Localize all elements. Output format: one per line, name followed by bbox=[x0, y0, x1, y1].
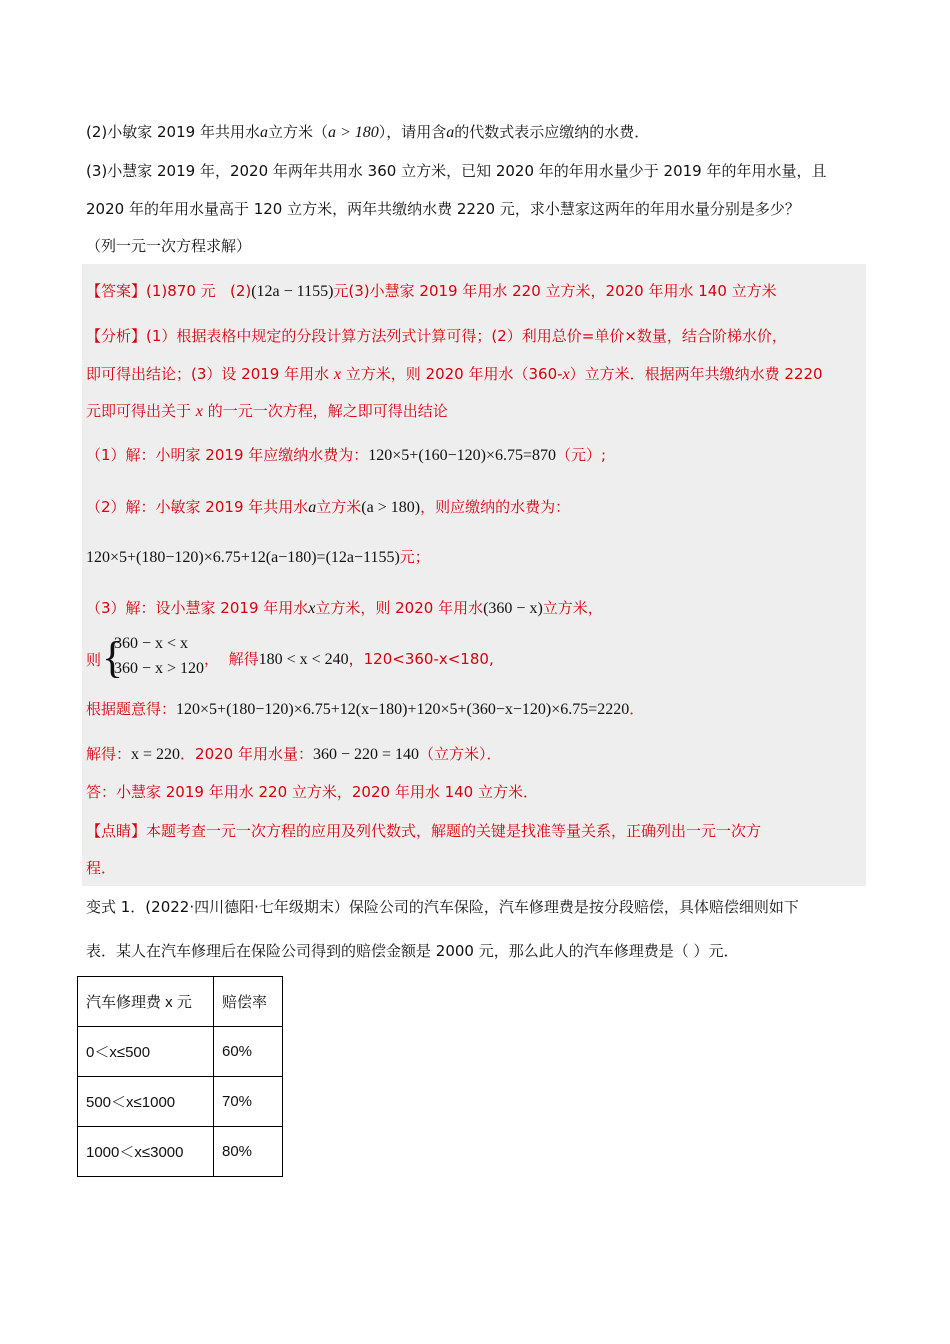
system-tail: ， 解得180 < x < 240，120<360-x<180, bbox=[204, 650, 494, 668]
system-prefix: 则 bbox=[86, 651, 102, 669]
answer-line: 【答案】(1)870 元 (2)(12a − 1155)元(3)小慧家 2019 年用水 220 立方米，2020 年用水 140 立方米 bbox=[86, 282, 777, 300]
table-cell: 500＜x≤1000 bbox=[78, 1077, 214, 1127]
solution-1: （1）解：小明家 2019 年应缴纳水费为：120×5+(160−120)×6.75=870（元）; bbox=[86, 446, 607, 464]
solution-2-label: （2）解：小敏家 2019 年共用水a立方米(a > 180)，则应缴纳的水费为： bbox=[86, 498, 571, 516]
analysis-line-1: 【分析】(1）根据表格中规定的分段计算方法列式计算可得；(2）利用总价=单价×数量，结合阶梯水价， bbox=[86, 327, 787, 345]
variant-line-2: 表．某人在汽车修理后在保险公司得到的赔偿金额是 2000 元，那么此人的汽车修理费是（ ）元． bbox=[86, 942, 739, 960]
compensation-table bbox=[77, 976, 283, 1177]
table-row bbox=[78, 1127, 283, 1177]
table-header-row bbox=[78, 977, 283, 1027]
table-cell: 70% bbox=[214, 1077, 283, 1127]
system-row-1: 360 − x < x bbox=[114, 635, 189, 652]
comment-line-1: 【点睛】本题考查一元一次方程的应用及列代数式，解题的关键是找准等量关系，正确列出一元一次方 bbox=[86, 822, 762, 840]
analysis-line-2: 即可得出结论；(3）设 2019 年用水 x 立方米，则 2020 年用水（360-x）立方米．根据两年共缴纳水费 2220 bbox=[86, 365, 823, 383]
analysis-line-3: 元即可得出关于 x 的一元一次方程，解之即可得出结论 bbox=[86, 402, 448, 420]
question-3-line-3: （列一元一次方程求解） bbox=[86, 237, 252, 255]
question-3-line-1: (3)小慧家 2019 年，2020 年两年共用水 360 立方米，已知 2020 年的年用水量少于 2019 年的年用水量，且 bbox=[86, 162, 827, 180]
table-header-cell: 赔偿率 bbox=[214, 977, 283, 1027]
final-answer: 答：小慧家 2019 年用水 220 立方米，2020 年用水 140 立方米． bbox=[86, 783, 538, 801]
variant-line-1: 变式 1．(2022·四川德阳·七年级期末）保险公司的汽车保险，汽车修理费是按分段赔偿，具体赔偿细则如下 bbox=[86, 898, 799, 916]
table-cell: 0＜x≤500 bbox=[78, 1027, 214, 1077]
table-header-cell: 汽车修理费 x 元 bbox=[78, 977, 214, 1027]
equation-line: 根据题意得：120×5+(180−120)×6.75+12(x−180)+120×5+(360−x−120)×6.75=2220． bbox=[86, 700, 645, 718]
comment-line-2: 程． bbox=[86, 859, 117, 877]
table-cell: 1000＜x≤3000 bbox=[78, 1127, 214, 1177]
result-line: 解得：x = 220．2020 年用水量：360 − 220 = 140（立方米）． bbox=[86, 745, 502, 763]
system-row-2: 360 − x > 120 bbox=[114, 660, 205, 677]
solution-3-label: （3）解：设小慧家 2019 年用水x立方米，则 2020 年用水(360 − x)立方米， bbox=[86, 599, 603, 617]
question-2: (2)小敏家 2019 年共用水a立方米（a > 180），请用含a的代数式表示应缴纳的水费． bbox=[86, 123, 650, 141]
table-row bbox=[78, 1077, 283, 1127]
system-brace: { bbox=[102, 633, 124, 682]
table-cell: 80% bbox=[214, 1127, 283, 1177]
table-cell: 60% bbox=[214, 1027, 283, 1077]
question-3-line-2: 2020 年的年用水量高于 120 立方米，两年共缴纳水费 2220 元，求小慧家这两年的年用水量分别是多少？ bbox=[86, 200, 800, 218]
table-row bbox=[78, 1027, 283, 1077]
solution-2-expression: 120×5+(180−120)×6.75+12(a−180)=(12a−1155)元； bbox=[86, 548, 430, 566]
